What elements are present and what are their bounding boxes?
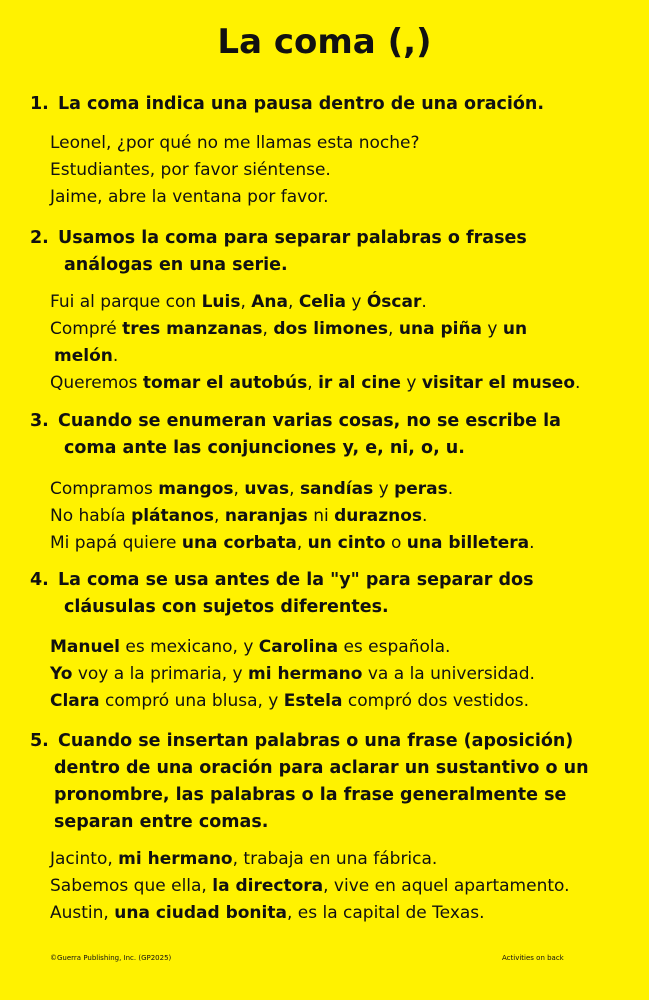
rule-3	[30, 408, 620, 462]
rule-text-line: coma ante las conjunciones y, e, ni, o, u.	[64, 438, 465, 458]
sentence-text: ,	[240, 292, 252, 312]
sentence-text: .	[529, 533, 535, 553]
highlighted-word: dos limones	[273, 319, 389, 339]
sentence-text: ,	[262, 319, 274, 339]
highlighted-word: una ciudad bonita	[114, 903, 287, 923]
rule-number: 4.	[30, 570, 49, 590]
example-sentence	[50, 343, 620, 370]
sentence-text: ,	[307, 373, 319, 393]
highlighted-word: visitar el museo	[421, 373, 576, 393]
sentence-text: Estudiantes, por favor siéntense.	[50, 160, 331, 180]
example-sentence	[50, 184, 620, 211]
highlighted-word: Celia	[298, 292, 346, 312]
sentence-text: ,	[214, 506, 225, 526]
sentence-text: Fui al parque con	[50, 292, 202, 312]
sentence-text: ,	[289, 479, 300, 499]
highlighted-word: Carolina	[258, 637, 339, 657]
highlighted-word: duraznos	[334, 506, 423, 526]
rule-text-line: Cuando se enumeran varias cosas, no se escribe la	[58, 411, 561, 431]
highlighted-word: un	[502, 319, 528, 339]
sentence-text: , vive en aquel apartamento.	[323, 876, 570, 896]
example-sentence	[50, 476, 620, 503]
sentence-text: y	[373, 479, 395, 499]
highlighted-word: uvas	[244, 479, 290, 499]
example-sentence	[50, 130, 620, 157]
example-sentence	[50, 289, 620, 316]
sentence-text: y	[400, 373, 422, 393]
sentence-text: ,	[296, 533, 308, 553]
sentence-text: y	[345, 292, 367, 312]
highlighted-word: sandías	[299, 479, 374, 499]
copyright-footer: ©Guerra Publishing, Inc. (GP2025)	[50, 954, 172, 962]
sentence-text: No había	[50, 506, 132, 526]
sentence-text: .	[447, 479, 454, 499]
sentence-text: Jacinto,	[50, 849, 119, 869]
sentence-text: ,	[288, 292, 299, 312]
rule-1-examples	[50, 130, 620, 211]
highlighted-word: una corbata	[181, 533, 297, 553]
rule-1	[30, 91, 620, 118]
sentence-text: compró una blusa, y	[99, 691, 284, 711]
rule-2-examples	[50, 289, 620, 397]
highlighted-word: mi hermano	[248, 664, 363, 684]
rule-5	[30, 728, 620, 836]
sentence-text: ,	[388, 319, 399, 339]
example-sentence	[50, 661, 620, 688]
sentence-text: Mi papá quiere	[50, 533, 182, 553]
example-sentence	[50, 530, 620, 557]
sentence-text: , trabaja en una fábrica.	[232, 849, 438, 869]
rule-number: 3.	[30, 411, 49, 431]
sentence-text: .	[422, 506, 428, 526]
sentence-text: es mexicano, y	[119, 637, 259, 657]
rule-4-examples	[50, 634, 620, 715]
sentence-text: o	[385, 533, 407, 553]
highlighted-word: ir al cine	[318, 373, 401, 393]
highlighted-word: Óscar	[366, 292, 422, 312]
rule-text-line: La coma se usa antes de la "y" para separar dos	[58, 570, 534, 590]
highlighted-word: plátanos	[131, 506, 215, 526]
rule-number: 1.	[30, 94, 49, 114]
highlighted-word: una billetera	[406, 533, 530, 553]
highlighted-word: mi hermano	[118, 849, 233, 869]
sentence-text: ,	[233, 479, 245, 499]
sentence-text: compró dos vestidos.	[342, 691, 530, 711]
sentence-text: es española.	[338, 637, 451, 657]
rule-text-line: Cuando se insertan palabras o una frase (aposición)	[58, 731, 574, 751]
example-sentence	[50, 316, 620, 343]
highlighted-word: Estela	[283, 691, 343, 711]
sentence-text: Leonel, ¿por qué no me llamas esta noche?	[50, 133, 420, 153]
sentence-text: , es la capital de Texas.	[286, 903, 485, 923]
highlighted-word: mangos	[158, 479, 234, 499]
activities-note: Activities on back	[502, 954, 564, 962]
highlighted-word: la directora	[212, 876, 324, 896]
example-sentence	[50, 370, 620, 397]
sentence-text: .	[575, 373, 581, 393]
rule-text-line: cláusulas con sujetos diferentes.	[64, 597, 389, 617]
highlighted-word: peras	[394, 479, 448, 499]
sentence-text: va a la universidad.	[362, 664, 535, 684]
page-title: La coma (,)	[217, 22, 432, 62]
rule-number: 2.	[30, 228, 49, 248]
example-sentence	[50, 157, 620, 184]
rule-3-examples	[50, 476, 620, 557]
highlighted-word: un cinto	[307, 533, 386, 553]
sentence-text: Austin,	[50, 903, 115, 923]
rule-5-examples	[50, 846, 620, 927]
sentence-text: ni	[307, 506, 335, 526]
highlighted-word: Clara	[50, 691, 100, 711]
rule-text-line: dentro de una oración para aclarar un sustantivo o un	[54, 758, 589, 778]
example-sentence	[50, 688, 620, 715]
example-sentence	[50, 846, 620, 873]
sentence-text: Sabemos que ella,	[50, 876, 213, 896]
highlighted-word: Yo	[50, 664, 73, 684]
example-sentence	[50, 900, 620, 927]
sentence-text: Compré	[50, 319, 123, 339]
rule-4	[30, 567, 620, 621]
sentence-text: .	[421, 292, 427, 312]
highlighted-word: tomar el autobús	[142, 373, 308, 393]
example-sentence	[50, 503, 620, 530]
highlighted-word: tres manzanas	[122, 319, 263, 339]
highlighted-word: una piña	[398, 319, 483, 339]
rule-2	[30, 225, 620, 279]
rule-text-line: separan entre comas.	[54, 812, 269, 832]
sentence-text: y	[482, 319, 503, 339]
sentence-text: voy a la primaria, y	[72, 664, 249, 684]
rule-number: 5.	[30, 731, 49, 751]
highlighted-word: Ana	[251, 292, 288, 312]
highlighted-word: melón	[54, 346, 113, 366]
rule-text-line: pronombre, las palabras o la frase generalmente se	[54, 785, 567, 805]
sentence-text: .	[112, 346, 119, 366]
highlighted-word: Manuel	[50, 637, 120, 657]
highlighted-word: naranjas	[224, 506, 308, 526]
rule-text-line: análogas en una serie.	[64, 255, 288, 275]
sentence-text: Queremos	[50, 373, 143, 393]
example-sentence	[50, 873, 620, 900]
rule-text-line: La coma indica una pausa dentro de una oración.	[58, 94, 545, 114]
sentence-text: Compramos	[50, 479, 159, 499]
sentence-text: Jaime, abre la ventana por favor.	[50, 187, 329, 207]
example-sentence	[50, 634, 620, 661]
rule-text-line: Usamos la coma para separar palabras o frases	[58, 228, 527, 248]
highlighted-word: Luis	[201, 292, 241, 312]
